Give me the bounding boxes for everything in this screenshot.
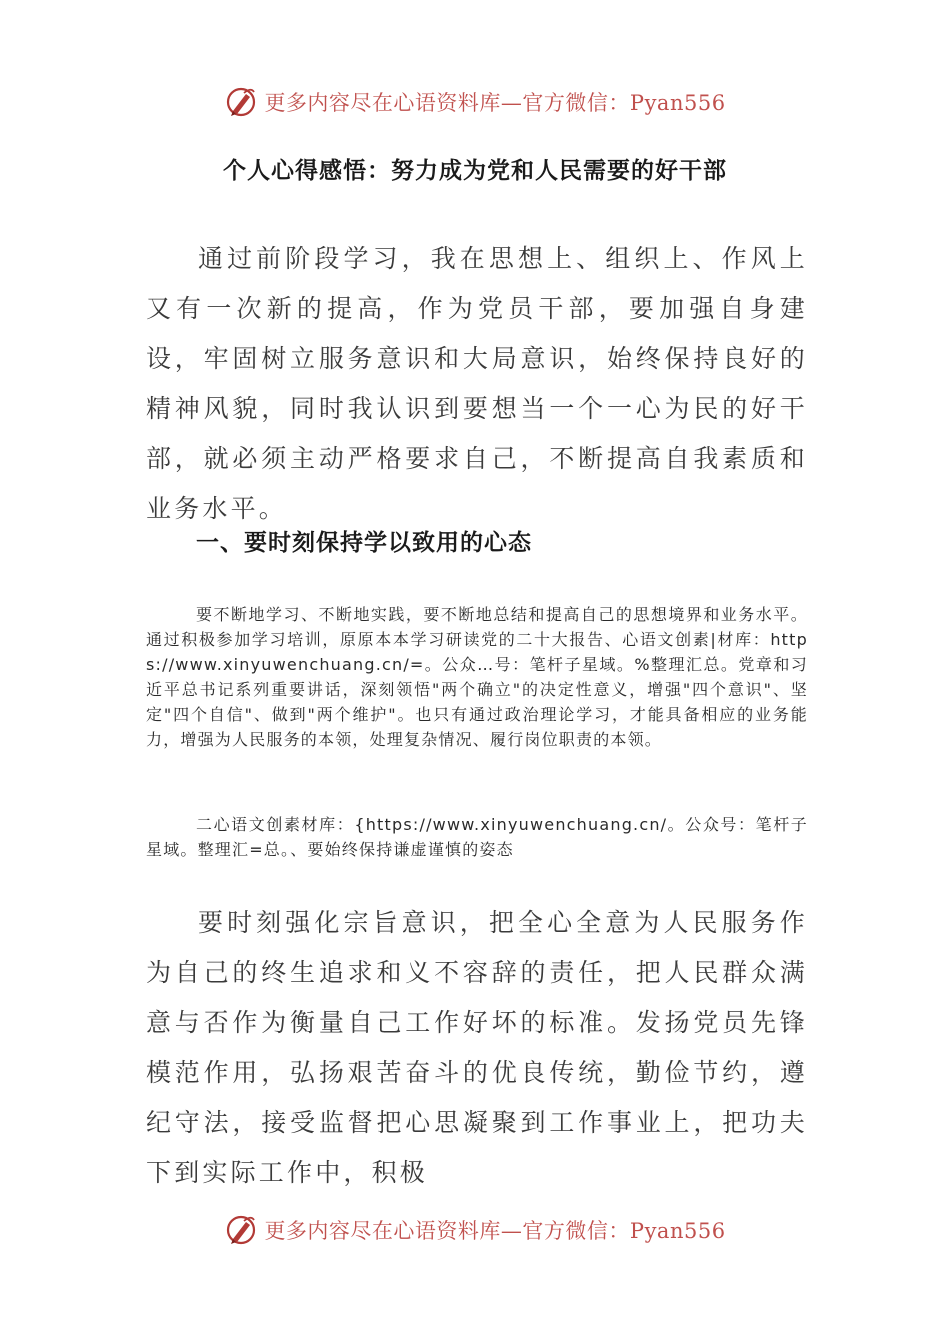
banner-text: 更多内容尽在心语资料库—官方微信：Pyan556 (264, 91, 726, 115)
banner-text: 更多内容尽在心语资料库—官方微信：Pyan556 (264, 1219, 726, 1243)
pen-logo-icon (224, 85, 258, 119)
pen-logo-icon (224, 1213, 258, 1247)
footer-banner (0, 1210, 950, 1250)
section-1-paragraph: 要不断地学习、不断地实践，要不断地总结和提高自己的思想境界和业务水平。通过积极参加学习培训，原原本本学习研读党的二十大报告、心语文创素|材库：https://www.xinyuwenchuang.cn/=。公众…号：笔杆子星域。%整理汇总。党章和习近平总书记系列重要讲话，深刻领悟"两个确立"的决定性意义，增强"四个意识"、坚定"四个自信"、做到"两个维护"。也只有通过政治理论学习，才能具备相应的业务能力，增强为人民服务的本领，处理复杂情况、履行岗位职责的本领。 (146, 605, 808, 749)
section-2-paragraph: 要时刻强化宗旨意识，把全心全意为人民服务作为自己的终生追求和义不容辞的责任，把人民群众满意与否作为衡量自己工作好坏的标准。发扬党员先锋模范作用，弘扬艰苦奋斗的优良传统，勤俭节约，遵纪守法，接受监督把心思凝聚到工作事业上，把功夫下到实际工作中，积极 (146, 908, 808, 1187)
section-2-heading-paragraph: 二心语文创素材库：{https://www.xinyuwenchuang.cn/。公众号：笔杆子星域。整理汇=总。、要始终保持谦虚谨慎的姿态 (146, 815, 808, 859)
header-banner (0, 82, 950, 122)
document-title: 个人心得感悟：努力成为党和人民需要的好干部 (223, 158, 727, 184)
section-heading-1: 一、要时刻保持学以致用的心态 (196, 530, 532, 556)
intro-paragraph: 通过前阶段学习，我在思想上、组织上、作风上又有一次新的提高，作为党员干部，要加强自身建设，牢固树立服务意识和大局意识，始终保持良好的精神风貌，同时我认识到要想当一个一心为民的好干部，就必须主动严格要求自己，不断提高自我素质和业务水平。 (146, 244, 808, 523)
